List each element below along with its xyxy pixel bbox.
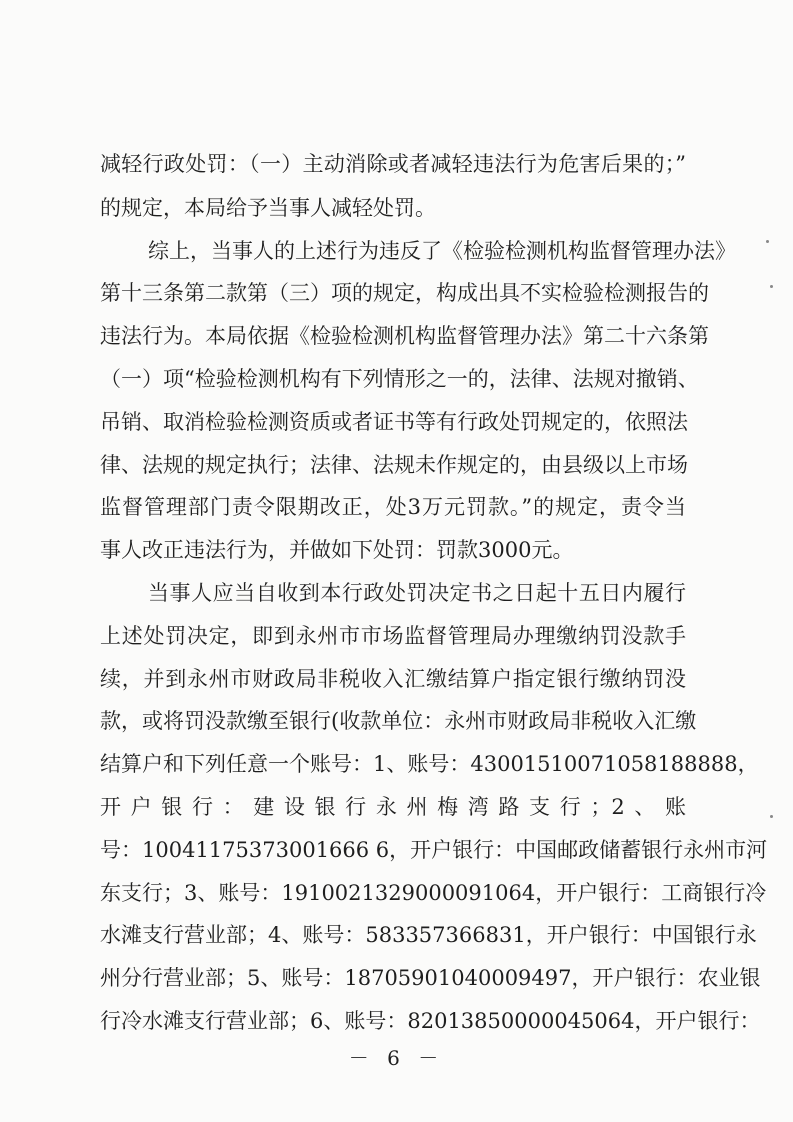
body-line-8: 律、法规的规定执行；法律、法规未作规定的，由县级以上市场 [100,453,688,477]
scan-speck [770,815,773,818]
body-line-17: 号：10041175373001666 6，开户银行：中国邮政储蓄银行永州市河 [100,838,768,862]
body-line-15: 结算户和下列任意一个账号：1、账号：43001510071058188888， [100,752,759,776]
body-line-19: 水滩支行营业部；4、账号：583357366831，开户银行：中国银行永 [100,923,757,947]
body-line-5: 违法行为。本局依据《检验检测机构监督管理办法》第二十六条第 [100,324,709,348]
body-line-13: 续，并到永州市财政局非税收入汇缴结算户指定银行缴纳罚没 [100,667,686,691]
body-line-12: 上述处罚决定，即到永州市市场监督管理局办理缴纳罚没款手 [100,624,686,648]
page-number: － 6 － [348,1046,445,1070]
body-line-21: 行冷水滩支行营业部；6、账号：82013850000045064，开户银行： [100,1009,761,1033]
scan-speck [766,240,769,243]
body-line-1: 减轻行政处罚：（一）主动消除或者减轻违法行为危害后果的；” [100,152,686,176]
body-line-2: 的规定，本局给予当事人减轻处罚。 [100,196,436,220]
body-line-20: 州分行营业部；5、账号：18705901040009497，开户银行：农业银 [100,966,761,990]
body-line-7: 吊销、取消检验检测资质或者证书等有行政处罚规定的，依照法 [100,410,688,434]
body-line-11: 当事人应当自收到本行政处罚决定书之日起十五日内履行 [148,581,686,605]
body-line-3: 综上，当事人的上述行为违反了《检验检测机构监督管理办法》 [148,239,736,263]
body-line-14: 款，或将罚没款缴至银行(收款单位：永州市财政局非税收入汇缴 [100,709,697,733]
scan-speck [770,285,773,288]
body-line-10: 事人改正违法行为，并做如下处罚：罚款3000元。 [100,538,574,562]
body-line-18: 东支行；3、账号：1910021329000091064，开户银行：工商银行冷 [100,881,767,905]
body-line-6: （一）项“检验检测机构有下列情形之一的，法律、法规对撤销、 [100,367,699,391]
body-line-4: 第十三条第二款第（三）项的规定，构成出具不实检验检测报告的 [100,281,709,305]
body-line-9: 监督管理部门责令限期改正，处3万元罚款。”的规定，责令当 [100,495,686,519]
body-line-16: 开户银行：建设银行永州梅湾路支行；2、账 [100,795,686,819]
